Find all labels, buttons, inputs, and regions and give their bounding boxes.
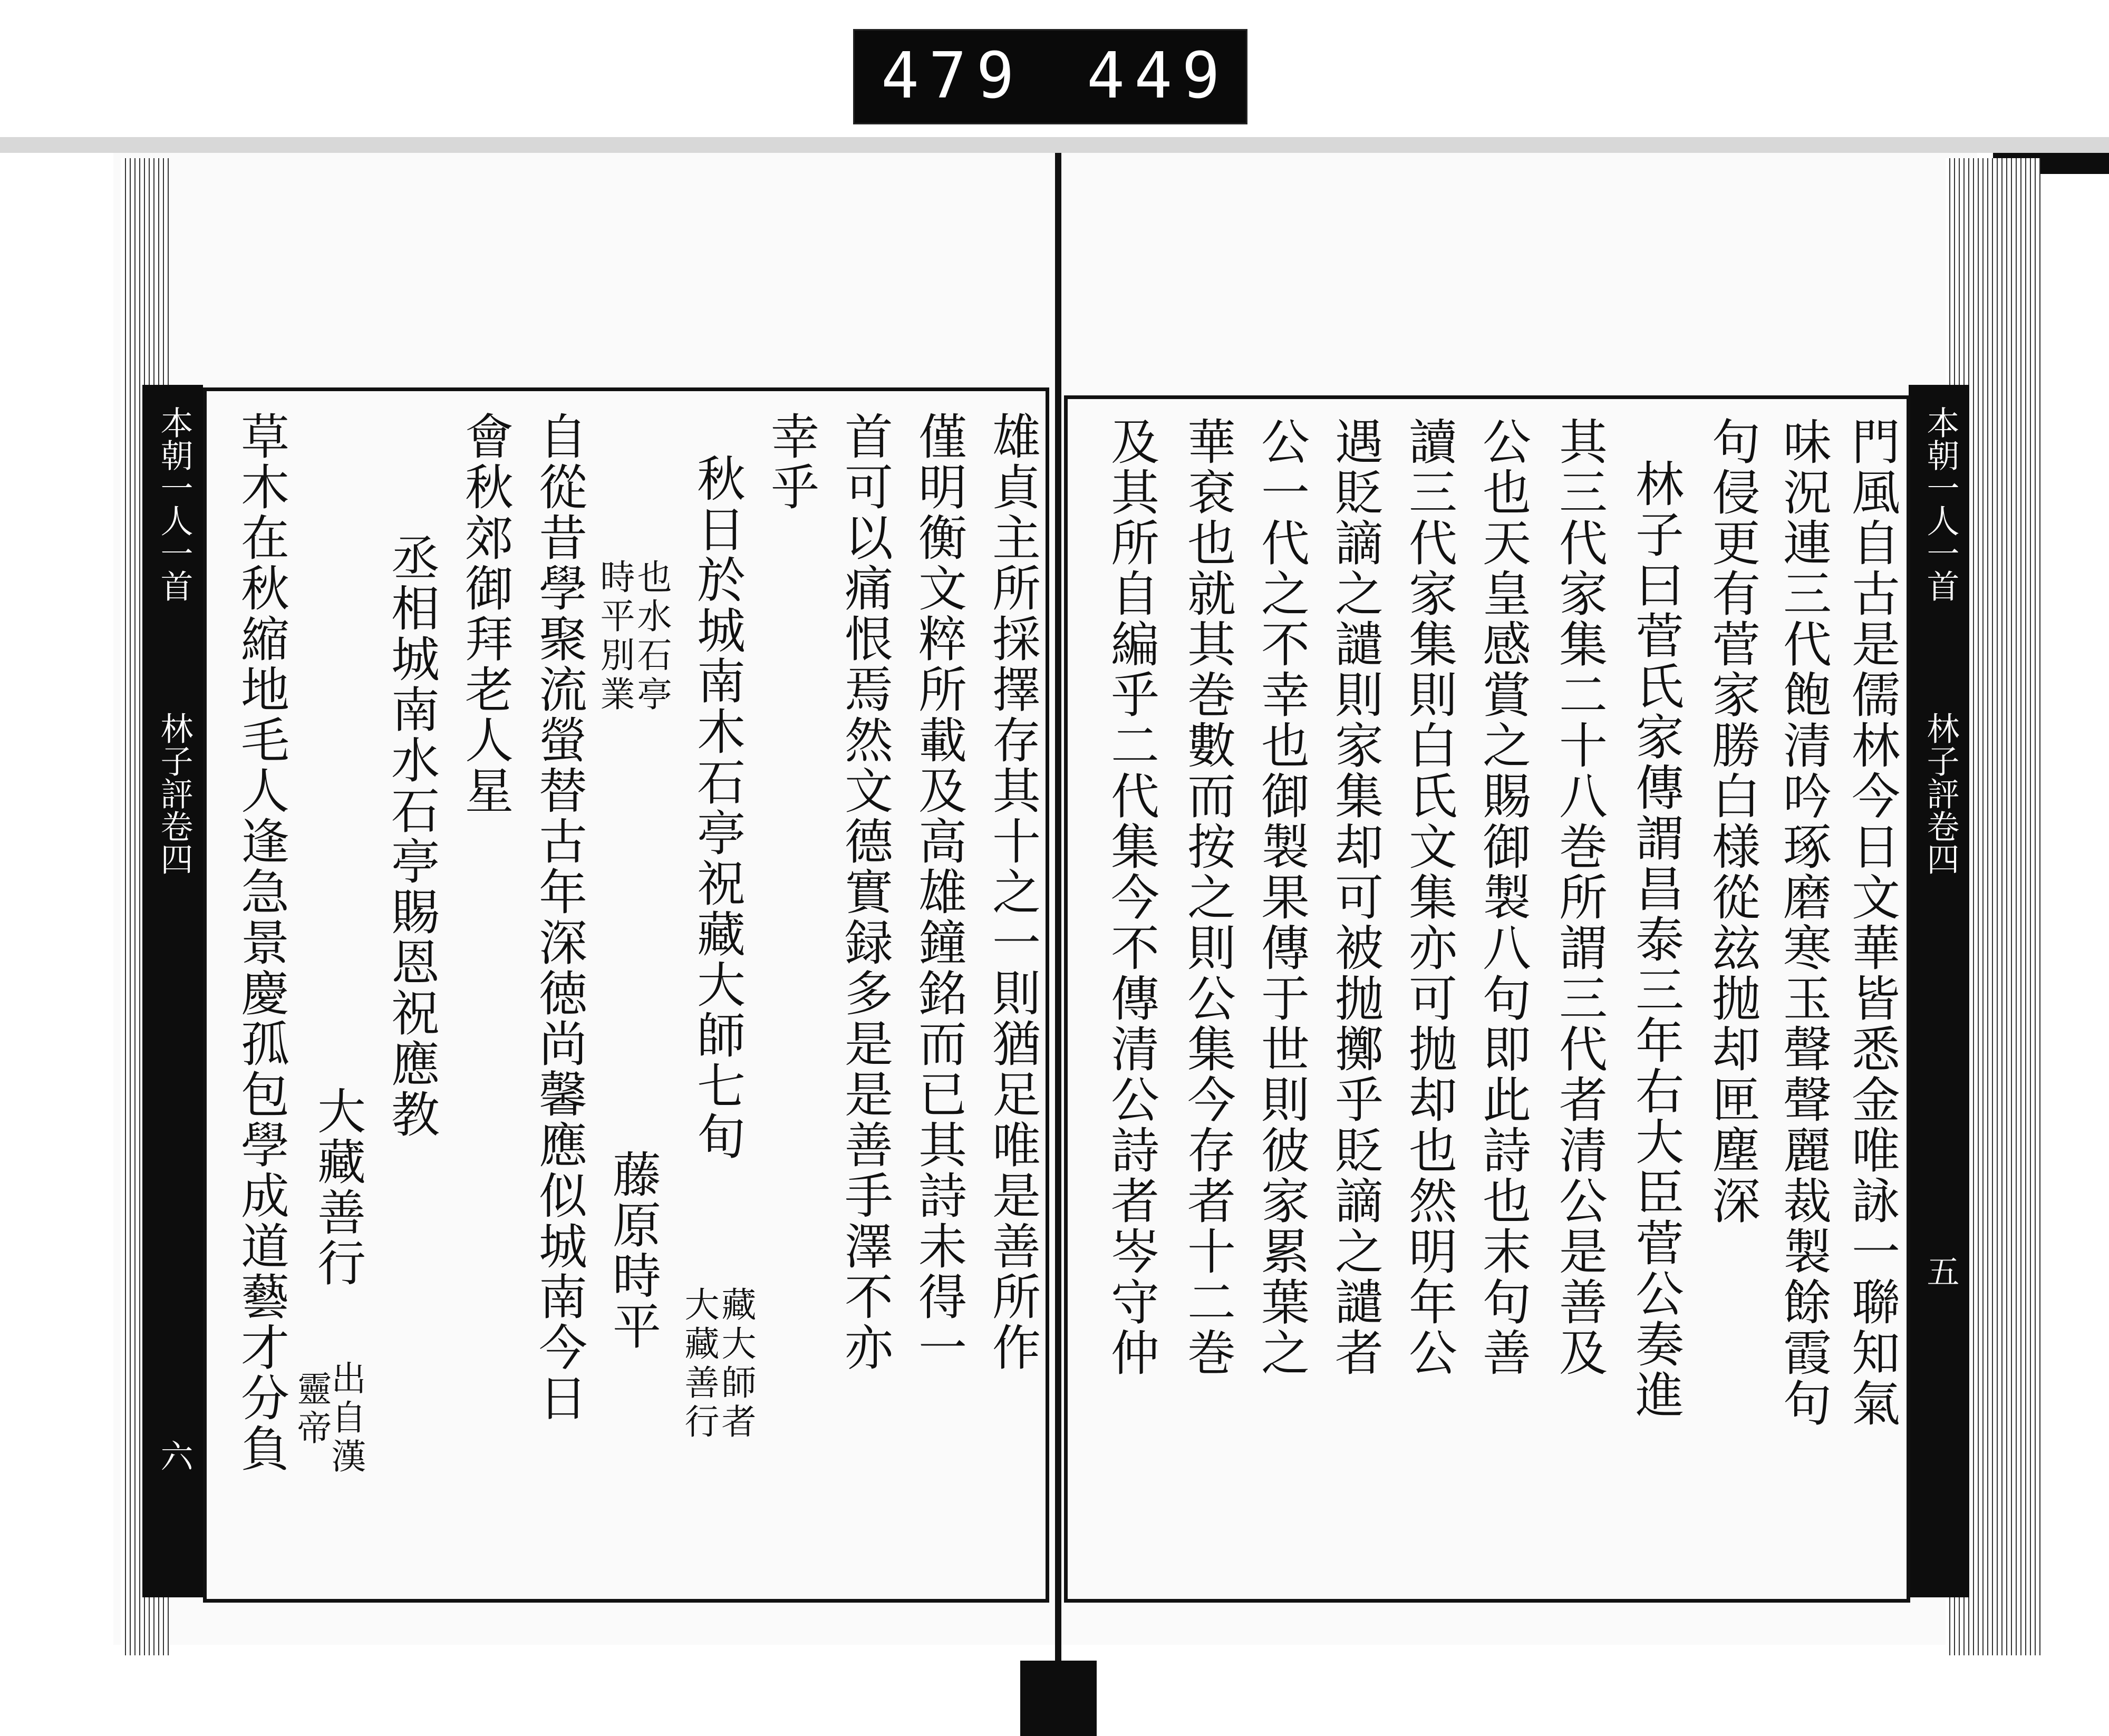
poem2-line-1: 草木在秋縮地毛人逢急景慶孤包學成道藝才分負 [233, 411, 289, 1474]
right-col-10: 華袞也就其巻數而按之則公集今存者十二巻 [1179, 416, 1236, 1378]
left-margin-chapter: 林子評卷四 [155, 712, 194, 875]
right-margin-strip [1909, 385, 1969, 1597]
poem2-origin-2: 靈帝 [291, 1371, 332, 1449]
right-col-6: 公也天皇感賞之賜御製八句即此詩也末句善 [1475, 416, 1531, 1378]
poem2-origin: 出自漢 [325, 1360, 366, 1477]
right-col-9: 公一代之不幸也御製果傳于世則彼家累葉之 [1253, 416, 1310, 1378]
poem1-title: 秋日於城南木石亭祝藏大師七旬 [689, 453, 746, 1162]
binding-notch [1020, 1661, 1097, 1736]
poem1-title-note-b: 大藏善行 [679, 1286, 719, 1442]
left-margin-title: 本朝一人一首 [155, 406, 194, 602]
call-number-left: 479 [881, 40, 1024, 113]
right-col-3: 句侵更有菅家勝白様從玆抛却匣塵深 [1704, 416, 1760, 1226]
call-number-right: 449 [1087, 40, 1230, 113]
left-folio: 六 [155, 1439, 194, 1472]
poem1-line-1: 自從昔學聚流螢替古年深徳尚馨應似城南今日 [531, 411, 587, 1423]
right-col-7: 讀三代家集則白氏文集亦可抛却也然明年公 [1401, 416, 1457, 1378]
poem1-title-note-d: 時平別業 [594, 559, 635, 715]
poem1-author: 藤原時平 [605, 1149, 661, 1352]
poem1-title-note-a: 藏大師者 [715, 1286, 756, 1442]
right-margin-chapter: 林子評卷四 [1921, 712, 1960, 875]
poem1-line-2: 會秋郊御拜老人星 [457, 411, 514, 816]
left-col-3: 首可以痛恨焉然文德實録多是是善手澤不亦 [837, 411, 893, 1373]
call-number-label [853, 29, 1247, 124]
poem2-author: 大藏善行 [309, 1086, 366, 1288]
right-folio: 五 [1921, 1255, 1960, 1287]
poem2-title: 丞相城南水石亭賜恩祝應教 [383, 532, 440, 1140]
left-col-4: 幸乎 [763, 411, 819, 512]
gutter-line [1055, 153, 1061, 1698]
right-col-11: 及其所自編乎二代集今不傳清公詩者岑守仲 [1103, 416, 1159, 1378]
right-margin-title: 本朝一人一首 [1921, 406, 1960, 602]
left-col-1: 雄貞主所採擇存其十之一則猶足唯是善所作 [984, 411, 1041, 1373]
top-band [0, 137, 2109, 153]
right-col-4: 林子曰菅氏家傳謂昌泰三年右大臣菅公奏進 [1628, 459, 1684, 1420]
left-col-2: 僅明衡文粹所載及高雄鐘銘而已其詩未得一 [911, 411, 967, 1373]
poem1-title-note-c: 也水石亭 [631, 559, 672, 715]
right-col-8: 遇貶謫之譴則家集却可被抛擲乎貶謫之譴者 [1327, 416, 1384, 1378]
right-col-5: 其三代家集二十八巻所謂三代者清公是善及 [1551, 416, 1608, 1378]
right-col-2: 味況連三代飽清吟琢磨寒玉聲聲麗裁製餘霞句 [1775, 416, 1832, 1429]
right-col-1: 門風自古是儒林今日文華皆悉金唯詠一聯知氣 [1844, 416, 1900, 1429]
left-margin-strip [142, 385, 203, 1597]
